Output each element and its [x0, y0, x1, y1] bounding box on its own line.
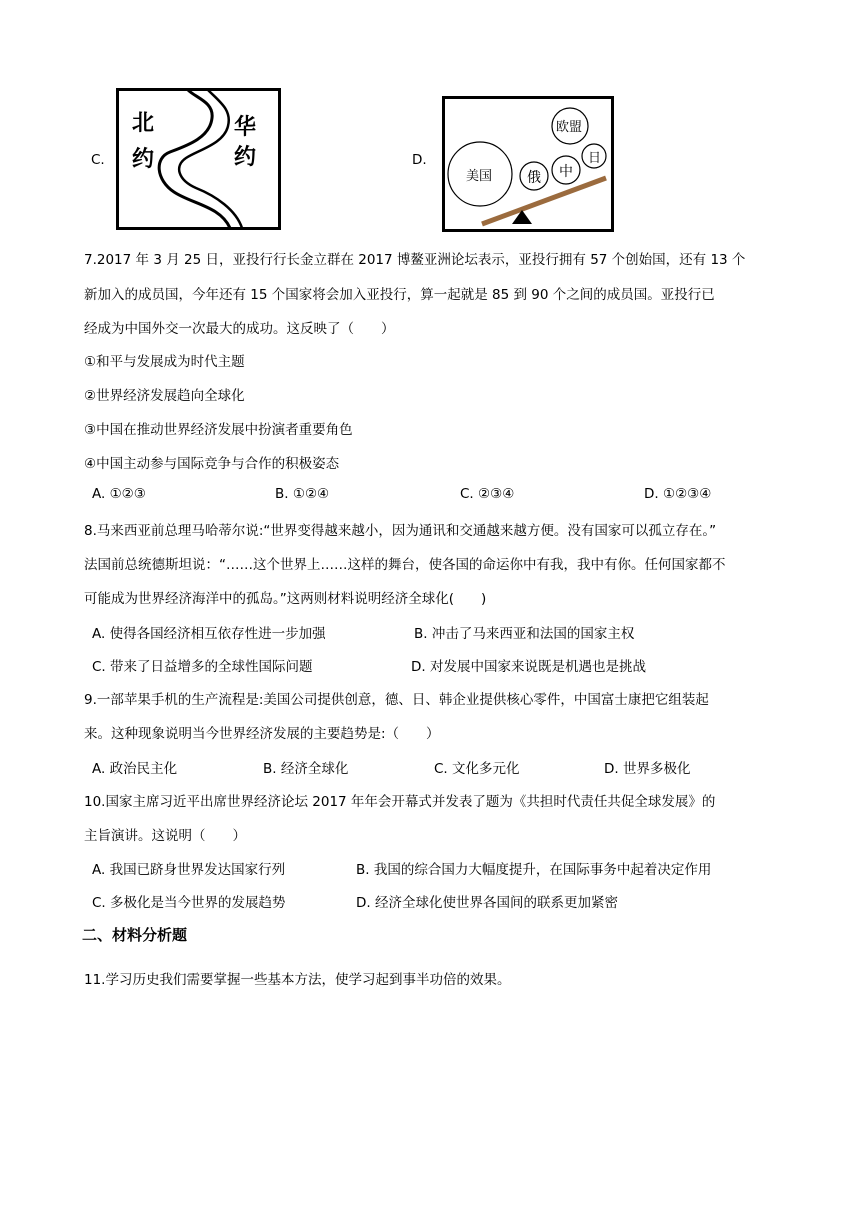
q9-option-d[interactable]: D. 世界多极化: [604, 761, 691, 777]
q7-line-2: 新加入的成员国，今年还有 15 个国家将会加入亚投行，算一起就是 85 到 90 个之间的成员国。亚投行已: [84, 287, 715, 303]
q8-line-3: 可能成为世界经济海洋中的孤岛。”这两则材料说明经济全球化( ): [84, 591, 487, 607]
figure-d-seesaw: [442, 96, 614, 232]
section-2-heading: 二、材料分析题: [82, 926, 188, 944]
q10-option-c[interactable]: C. 多极化是当今世界的发展趋势: [92, 895, 286, 911]
q9-option-b[interactable]: B. 经济全球化: [263, 761, 349, 777]
q7-item-3: ③中国在推动世界经济发展中扮演者重要角色: [84, 422, 353, 438]
q10-option-d[interactable]: D. 经济全球化使世界各国间的联系更加紧密: [356, 895, 618, 911]
q7-line-1: 7.2017 年 3 月 25 日，亚投行行长金立群在 2017 博鳌亚洲论坛表示，亚投行拥有 57 个创始国，还有 13 个: [84, 252, 746, 268]
q10-option-b[interactable]: B. 我国的综合国力大幅度提升，在国际事务中起着决定作用: [356, 862, 712, 878]
figc-warsaw-2: 约: [234, 145, 257, 170]
q8-line-1: 8.马来西亚前总理马哈蒂尔说:“世界变得越来越小，因为通讯和交通越来越方便。没有国家可以孤立存在。”: [84, 523, 717, 539]
bubble-russia-label: 俄: [527, 170, 541, 186]
q8-option-c[interactable]: C. 带来了日益增多的全球性国际问题: [92, 659, 313, 675]
bubble-china-label: 中: [559, 164, 573, 180]
figc-north-1: 北: [132, 111, 155, 136]
figure-c-map: [116, 88, 281, 230]
figc-warsaw-1: 华: [234, 115, 257, 140]
q8-line-2: 法国前总统德斯坦说：“……这个世界上……这样的舞台，使各国的命运你中有我，我中有你。任何国家都不: [84, 557, 726, 573]
figc-north-2: 约: [132, 147, 155, 172]
q7-line-3: 经成为中国外交一次最大的成功。这反映了（ ）: [84, 321, 395, 337]
q9-line-2: 来。这种现象说明当今世界经济发展的主要趋势是:（ ）: [84, 726, 440, 742]
q7-option-c[interactable]: C. ②③④: [460, 486, 515, 502]
bubble-japan-label: 日: [588, 151, 602, 166]
figure-c-label: C.: [91, 152, 105, 168]
q8-option-a[interactable]: A. 使得各国经济相互依存性进一步加强: [92, 626, 326, 642]
q7-option-a[interactable]: A. ①②③: [92, 486, 146, 502]
q11-line-1: 11.学习历史我们需要掌握一些基本方法，使学习起到事半功倍的效果。: [84, 972, 511, 988]
bubble-eu-label: 欧盟: [556, 120, 583, 135]
q7-item-2: ②世界经济发展趋向全球化: [84, 388, 245, 404]
q7-item-4: ④中国主动参与国际竞争与合作的积极姿态: [84, 456, 340, 472]
q9-line-1: 9.一部苹果手机的生产流程是:美国公司提供创意，德、日、韩企业提供核心零件，中国富士康把它组装起: [84, 692, 709, 708]
q10-line-1: 10.国家主席习近平出席世界经济论坛 2017 年年会开幕式并发表了题为《共担时代责任共促全球发展》的: [84, 794, 716, 810]
figure-d-label: D.: [412, 152, 427, 168]
q9-option-c[interactable]: C. 文化多元化: [434, 761, 520, 777]
q8-option-d[interactable]: D. 对发展中国家来说既是机遇也是挑战: [411, 659, 646, 675]
q7-option-d[interactable]: D. ①②③④: [644, 486, 712, 502]
q10-line-2: 主旨演讲。这说明（ ）: [84, 828, 246, 844]
q8-option-b[interactable]: B. 冲击了马来西亚和法国的国家主权: [414, 626, 635, 642]
q7-option-b[interactable]: B. ①②④: [275, 486, 330, 502]
q9-option-a[interactable]: A. 政治民主化: [92, 761, 178, 777]
bubble-usa-label: 美国: [466, 169, 493, 184]
q7-item-1: ①和平与发展成为时代主题: [84, 354, 245, 370]
q10-option-a[interactable]: A. 我国已跻身世界发达国家行列: [92, 862, 286, 878]
